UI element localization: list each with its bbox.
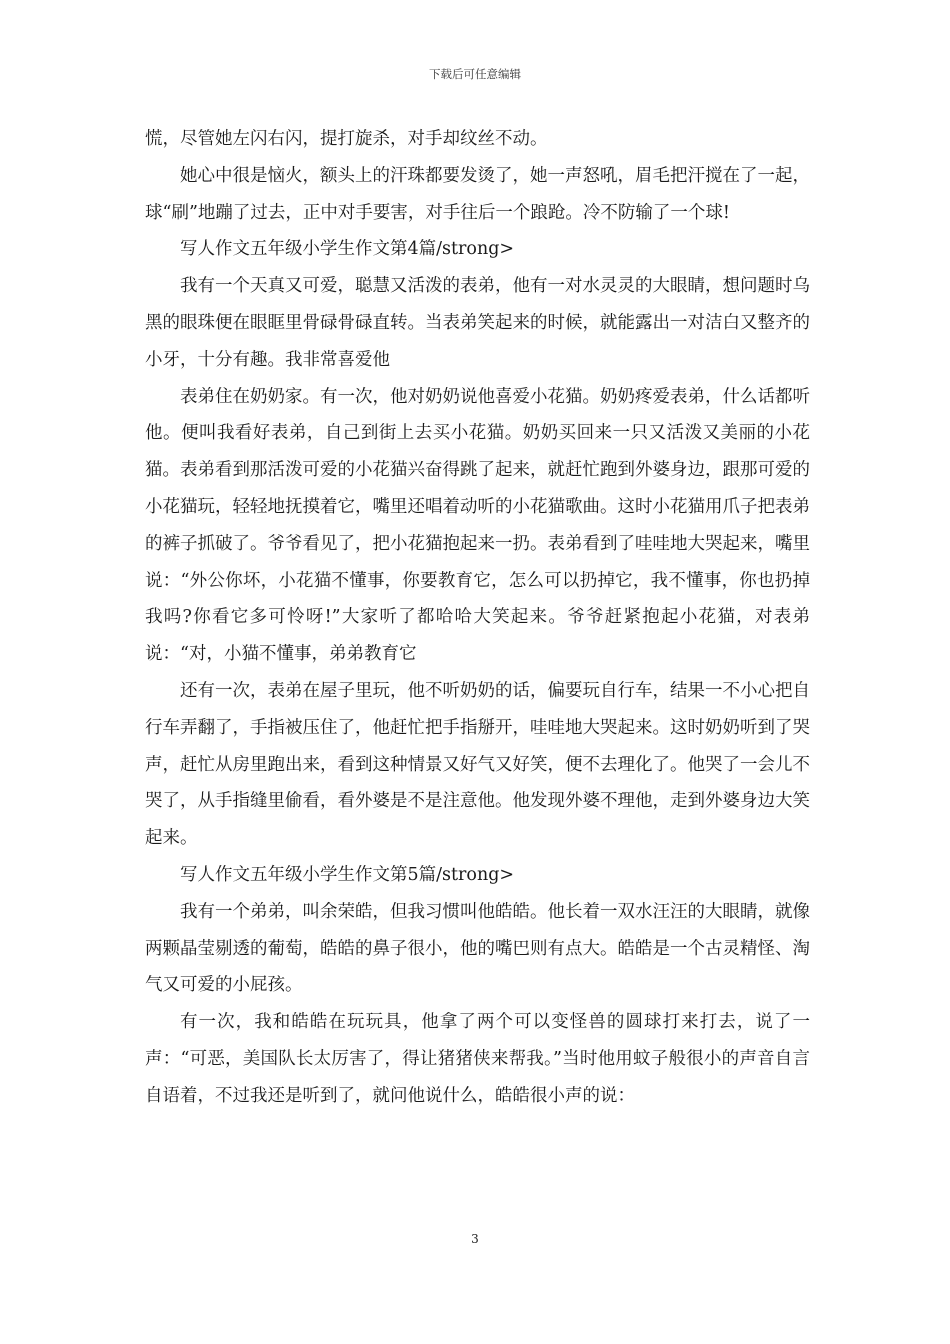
paragraph: 表弟住在奶奶家。有一次，他对奶奶说他喜爱小花猫。奶奶疼爱表弟，什么话都听他。便叫我看好表弟，自己到街上去买小花猫。奶奶买回来一只又活泼又美丽的小花猫。表弟看到那活泼可爱的小花猫兴奋得跳了起来，就赶忙跑到外婆身边，跟那可爱的小花猫玩，轻轻地抚摸着它，嘴里还唱着动听的小花猫歌曲。这时小花猫用爪子把表弟的裤子抓破了。爷爷看见了，把小花猫抱起来一扔。表弟看到了哇哇地大哭起来，嘴里说：“外公你坏，小花猫不懂事，你要教育它，怎么可以扔掉它，我不懂事，你也扔掉我吗?你看它多可怜呀!”大家听了都哈哈大笑起来。爷爷赶紧抱起小花猫，对表弟说：“对，小猫不懂事，弟弟教育它 xyxy=(145,386,810,665)
paragraph: 她心中很是恼火，额头上的汗珠都要发烫了，她一声怒吼，眉毛把汗搅在了一起，球“刷”地蹦了过去，正中对手要害，对手往后一个踉跄。冷不防输了一个球! xyxy=(145,165,810,223)
section-heading: 写人作文五年级小学生作文第5篇/strong> xyxy=(180,864,515,885)
page-number: 3 xyxy=(471,1232,479,1246)
paragraph: 有一次，我和皓皓在玩玩具，他拿了两个可以变怪兽的圆球打来打去，说了一声：“可恶，美国队长太厉害了，得让猪猪侠来帮我。”当时他用蚊子般很小的声音自言自语着，不过我还是听到了，就问他说什么，皓皓很小声的说： xyxy=(145,1012,810,1106)
paragraph: 我有一个弟弟，叫余荣皓，但我习惯叫他皓皓。他长着一双水汪汪的大眼睛，就像两颗晶莹剔透的葡萄，皓皓的鼻子很小，他的嘴巴则有点大。皓皓是一个古灵精怪、淘气又可爱的小屁孩。 xyxy=(145,901,810,996)
paragraph: 还有一次，表弟在屋子里玩，他不听奶奶的话，偏要玩自行车，结果一不小心把自行车弄翻了，手指被压住了，他赶忙把手指掰开，哇哇地大哭起来。这时奶奶听到了哭声，赶忙从房里跑出来，看到这种情景又好气又好笑，便不去理化了。他哭了一会儿不哭了，从手指缝里偷看，看外婆是不是注意他。他发现外婆不理他，走到外婆身边大笑起来。 xyxy=(145,680,810,849)
document-body xyxy=(145,121,810,1115)
section-heading: 写人作文五年级小学生作文第4篇/strong> xyxy=(180,239,515,260)
paragraph: 慌，尽管她左闪右闪，提打旋杀，对手却纹丝不动。 xyxy=(145,129,548,149)
page-header: 下载后可任意编辑 xyxy=(429,67,521,81)
paragraph: 我有一个天真又可爱，聪慧又活泼的表弟，他有一对水灵灵的大眼睛，想问题时乌黑的眼珠便在眼眶里骨碌骨碌直转。当表弟笑起来的时候，就能露出一对洁白又整齐的小牙，十分有趣。我非常喜爱他 xyxy=(145,276,810,370)
